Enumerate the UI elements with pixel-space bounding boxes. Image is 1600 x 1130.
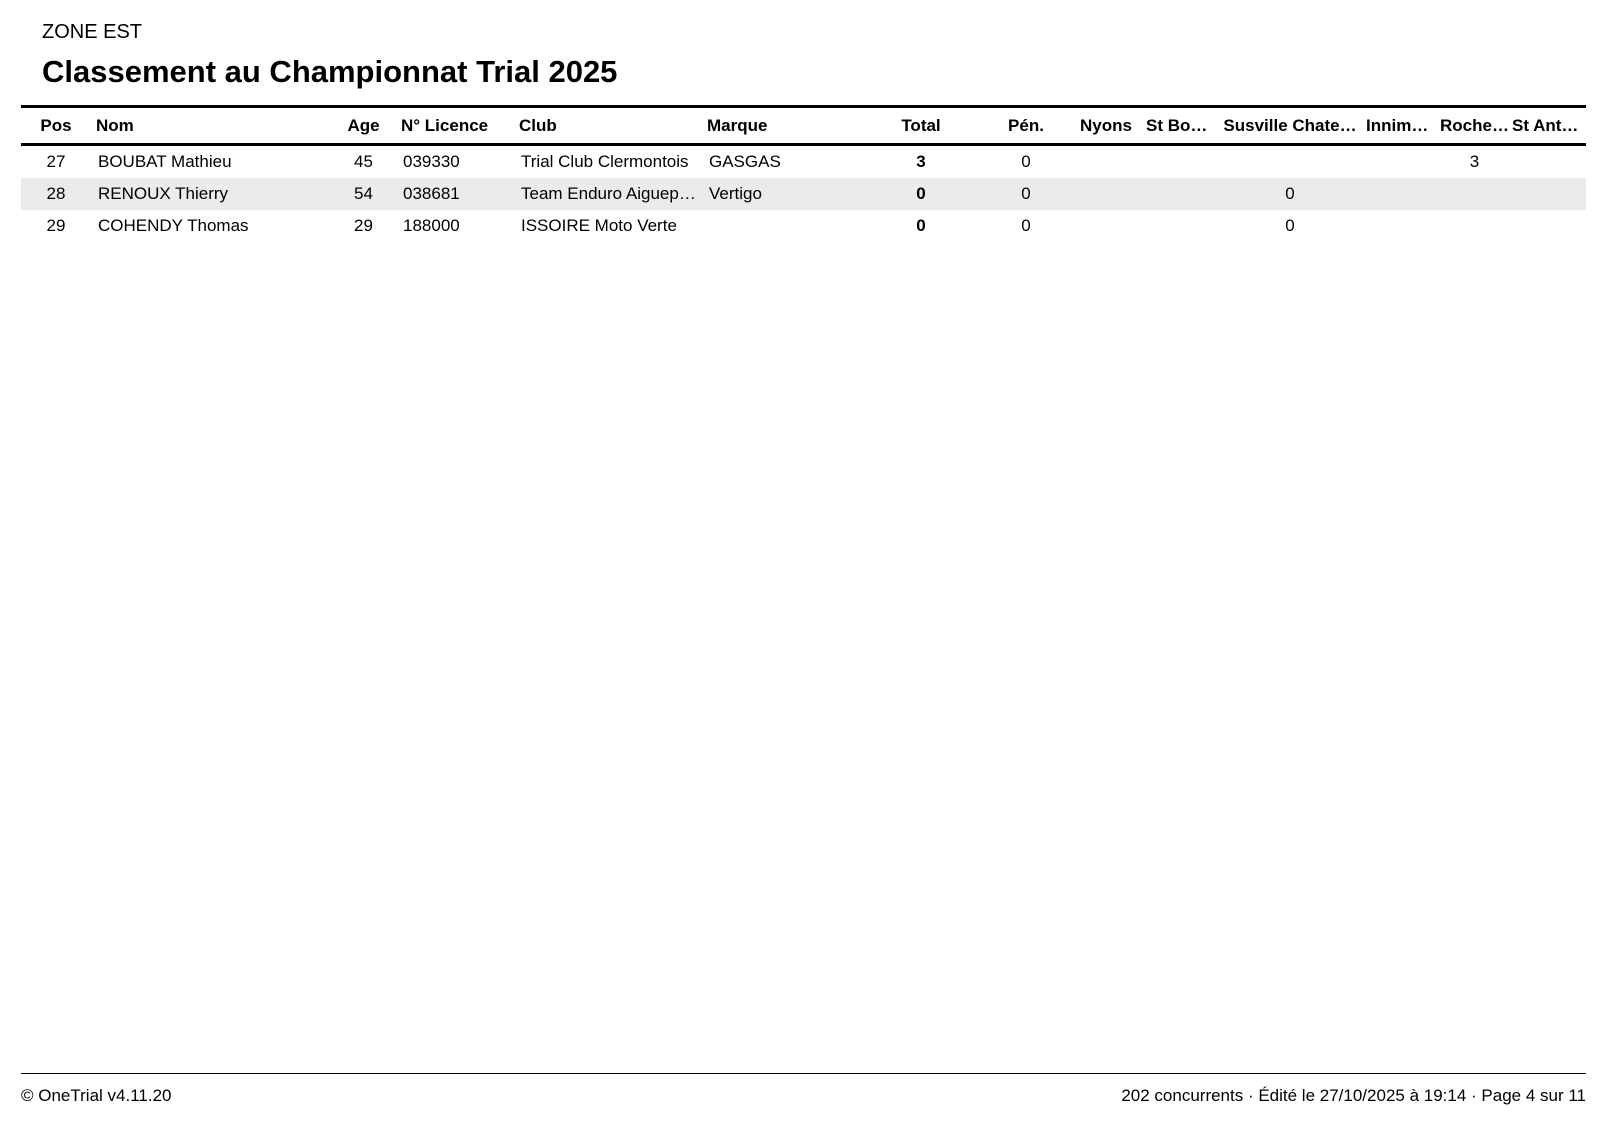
cell-total: 0: [916, 184, 926, 203]
cell-nom: COHENDY Thomas: [98, 216, 249, 235]
column-header-st-ant: St Ant…: [1512, 115, 1579, 135]
cell-nom: RENOUX Thierry: [98, 184, 229, 203]
column-header-nom: Nom: [96, 115, 134, 135]
cell-nyons: [1076, 178, 1136, 210]
cell-roche: [1438, 178, 1511, 210]
page-title: Classement au Championnat Trial 2025: [42, 54, 618, 89]
cell-club: Trial Club Clermontois: [521, 152, 689, 171]
cell-innim: [1366, 146, 1436, 178]
cell-age: 54: [354, 184, 373, 203]
cell-total: 0: [916, 216, 926, 235]
cell-st-ant: [1512, 146, 1586, 178]
ranking-table: [21, 105, 1586, 242]
column-header-total: Total: [901, 115, 941, 135]
cell-licence: 039330: [403, 152, 460, 171]
column-header-susville: Susville Chate…: [1223, 115, 1357, 135]
column-header-nyons: Nyons: [1080, 115, 1132, 135]
cell-st-ant: [1512, 210, 1586, 242]
footer-copyright: © OneTrial v4.11.20: [21, 1086, 172, 1105]
cell-st-bo: [1146, 178, 1216, 210]
cell-pos: 27: [46, 152, 66, 171]
table-row: [21, 210, 1586, 242]
cell-susville: [1221, 146, 1359, 178]
cell-licence: 038681: [403, 184, 460, 203]
cell-penalites: 0: [1021, 184, 1031, 203]
column-header-roche: Roche…: [1440, 115, 1509, 135]
column-header-st-bo: St Bo…: [1146, 115, 1208, 135]
page-footer: [21, 1073, 1586, 1105]
cell-club: Team Enduro Aiguep…: [521, 184, 696, 203]
cell-susville: 0: [1285, 216, 1295, 235]
column-header-pos: Pos: [40, 115, 72, 135]
cell-club: ISSOIRE Moto Verte: [521, 216, 677, 235]
column-header-penalites: Pén.: [1008, 115, 1044, 135]
cell-nyons: [1076, 146, 1136, 178]
cell-pos: 28: [46, 184, 66, 203]
cell-age: 45: [354, 152, 373, 171]
cell-total: 3: [916, 152, 926, 171]
column-header-age: Age: [347, 115, 380, 135]
column-header-marque: Marque: [707, 115, 768, 135]
cell-nyons: [1076, 210, 1136, 242]
cell-st-bo: [1146, 210, 1216, 242]
cell-st-bo: [1146, 146, 1216, 178]
table-row: [21, 146, 1586, 178]
table-header-row: [21, 105, 1586, 146]
cell-nom: BOUBAT Mathieu: [98, 152, 232, 171]
table-row: [21, 178, 1586, 210]
page-header: [42, 20, 617, 92]
cell-pos: 29: [46, 216, 66, 235]
cell-roche: 3: [1469, 152, 1480, 171]
cell-st-ant: [1512, 178, 1586, 210]
cell-marque: [707, 210, 859, 242]
column-header-club: Club: [519, 115, 557, 135]
column-header-licence: N° Licence: [401, 115, 489, 135]
cell-marque: Vertigo: [709, 184, 762, 203]
cell-susville: 0: [1285, 184, 1295, 203]
cell-age: 29: [354, 216, 373, 235]
zone-subtitle: ZONE EST: [42, 21, 143, 43]
footer-page-info: 202 concurrents · Édité le 27/10/2025 à 19:14 · Page 4 sur 11: [1121, 1086, 1586, 1105]
cell-innim: [1366, 210, 1436, 242]
cell-penalites: 0: [1021, 152, 1031, 171]
cell-roche: [1438, 210, 1511, 242]
cell-licence: 188000: [403, 216, 460, 235]
cell-penalites: 0: [1021, 216, 1031, 235]
cell-marque: GASGAS: [709, 152, 781, 171]
cell-innim: [1366, 178, 1436, 210]
column-header-innim: Innim…: [1366, 115, 1429, 135]
